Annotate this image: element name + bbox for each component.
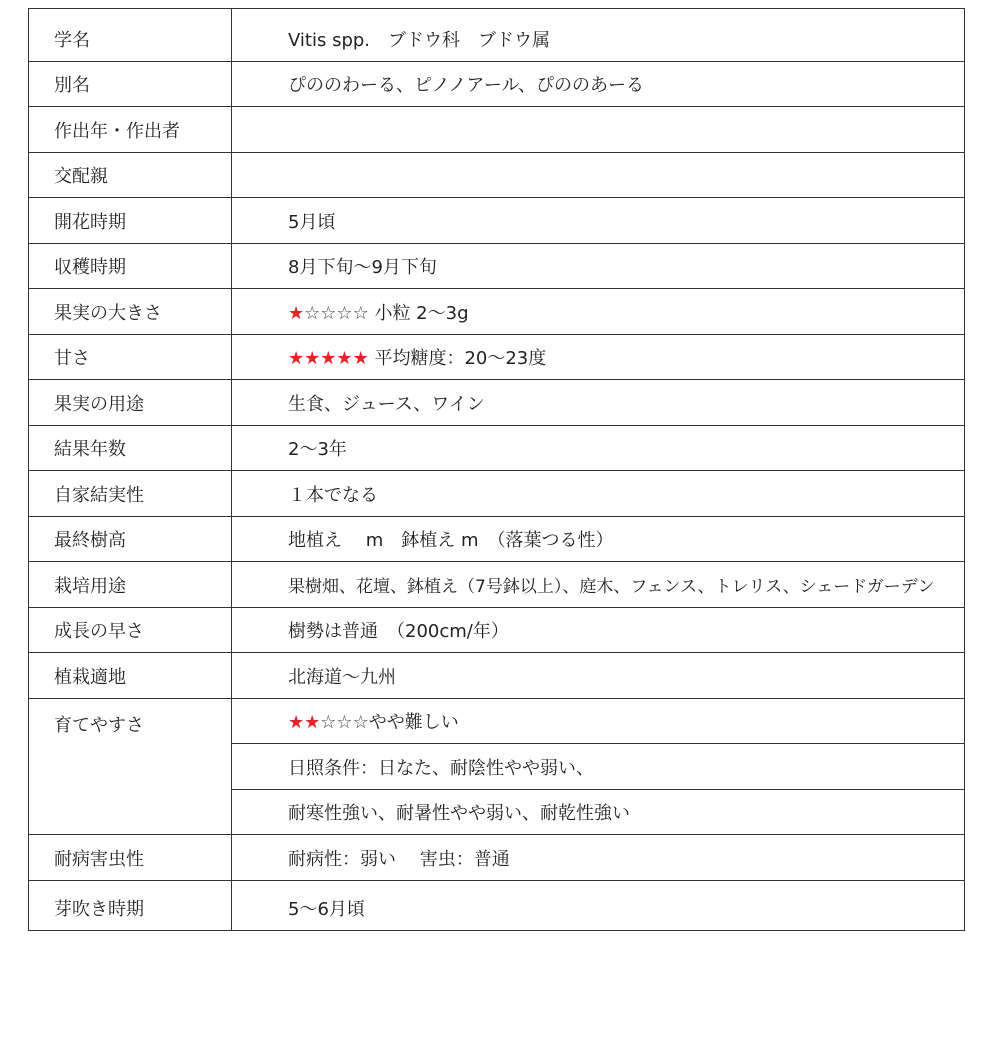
table-row bbox=[29, 9, 965, 62]
row-label: 別名 bbox=[29, 62, 232, 107]
star-empty-icon: ☆ bbox=[320, 712, 337, 733]
rating-value: ★★★★★ 平均糖度：20〜23度 bbox=[232, 335, 965, 380]
table-row bbox=[29, 380, 965, 426]
star-filled-icon: ★ bbox=[288, 712, 305, 733]
rating-value: ★★☆☆☆やや難しい bbox=[232, 699, 965, 744]
table-row bbox=[29, 608, 965, 653]
row-label: 栽培用途 bbox=[29, 562, 232, 608]
table-row bbox=[29, 699, 965, 744]
row-value: 5月頃 bbox=[232, 198, 965, 244]
row-label: 耐病害虫性 bbox=[29, 835, 232, 881]
star-empty-icon: ☆ bbox=[336, 712, 353, 733]
row-value: Vitis spp. ブドウ科 ブドウ属 bbox=[232, 9, 965, 62]
row-label: 成長の早さ bbox=[29, 608, 232, 653]
row-label: 芽吹き時期 bbox=[29, 881, 232, 931]
table-row bbox=[29, 517, 965, 562]
star-filled-icon: ★ bbox=[288, 303, 305, 324]
row-value: 5〜6月頃 bbox=[232, 881, 965, 931]
table-row bbox=[29, 426, 965, 471]
row-label: 最終樹高 bbox=[29, 517, 232, 562]
table-row bbox=[29, 471, 965, 517]
table-row bbox=[29, 198, 965, 244]
row-label: 作出年・作出者 bbox=[29, 107, 232, 153]
table-row bbox=[29, 653, 965, 699]
row-value: ぴののわーる、ピノノアール、ぴののあーる bbox=[232, 62, 965, 107]
row-label: 学名 bbox=[29, 9, 232, 62]
row-value-extra: 日照条件：日なた、耐陰性やや弱い、 bbox=[232, 744, 965, 790]
star-filled-icon: ★ bbox=[288, 348, 305, 369]
table-row bbox=[29, 562, 965, 608]
table-row bbox=[29, 62, 965, 107]
rating-value: ★☆☆☆☆ 小粒 2〜3g bbox=[232, 289, 965, 335]
row-label: 交配親 bbox=[29, 153, 232, 198]
star-empty-icon: ☆ bbox=[352, 712, 369, 733]
row-label: 自家結実性 bbox=[29, 471, 232, 517]
star-filled-icon: ★ bbox=[304, 712, 321, 733]
row-label: 収穫時期 bbox=[29, 244, 232, 289]
row-value: 生食、ジュース、ワイン bbox=[232, 380, 965, 426]
table-row bbox=[29, 335, 965, 380]
star-empty-icon: ☆ bbox=[304, 303, 321, 324]
plant-info-table bbox=[28, 8, 965, 931]
table-row bbox=[29, 153, 965, 198]
row-label: 開花時期 bbox=[29, 198, 232, 244]
table-row bbox=[29, 881, 965, 931]
star-filled-icon: ★ bbox=[320, 348, 337, 369]
row-value: 果樹畑、花壇、鉢植え（7号鉢以上）、庭木、フェンス、トレリス、シェードガーデン bbox=[232, 562, 965, 608]
row-value: 8月下旬〜9月下旬 bbox=[232, 244, 965, 289]
row-label: 果実の用途 bbox=[29, 380, 232, 426]
row-value: 2〜3年 bbox=[232, 426, 965, 471]
star-empty-icon: ☆ bbox=[336, 303, 353, 324]
row-value: 地植え m 鉢植え m （落葉つる性） bbox=[232, 517, 965, 562]
row-value bbox=[232, 107, 965, 153]
row-value: 北海道〜九州 bbox=[232, 653, 965, 699]
table-row bbox=[29, 835, 965, 881]
row-value bbox=[232, 153, 965, 198]
star-empty-icon: ☆ bbox=[320, 303, 337, 324]
star-filled-icon: ★ bbox=[336, 348, 353, 369]
row-value-extra: 耐寒性強い、耐暑性やや弱い、耐乾性強い bbox=[232, 790, 965, 835]
star-filled-icon: ★ bbox=[352, 348, 369, 369]
row-value: 耐病性：弱い 害虫：普通 bbox=[232, 835, 965, 881]
row-value: １本でなる bbox=[232, 471, 965, 517]
table-row bbox=[29, 244, 965, 289]
table-row bbox=[29, 107, 965, 153]
row-label: 甘さ bbox=[29, 335, 232, 380]
row-label: 結果年数 bbox=[29, 426, 232, 471]
star-filled-icon: ★ bbox=[304, 348, 321, 369]
row-label: 果実の大きさ bbox=[29, 289, 232, 335]
row-value: 樹勢は普通 （200cm/年） bbox=[232, 608, 965, 653]
row-label: 育てやすさ bbox=[29, 699, 232, 835]
table-row bbox=[29, 289, 965, 335]
row-label: 植栽適地 bbox=[29, 653, 232, 699]
star-empty-icon: ☆ bbox=[352, 303, 369, 324]
